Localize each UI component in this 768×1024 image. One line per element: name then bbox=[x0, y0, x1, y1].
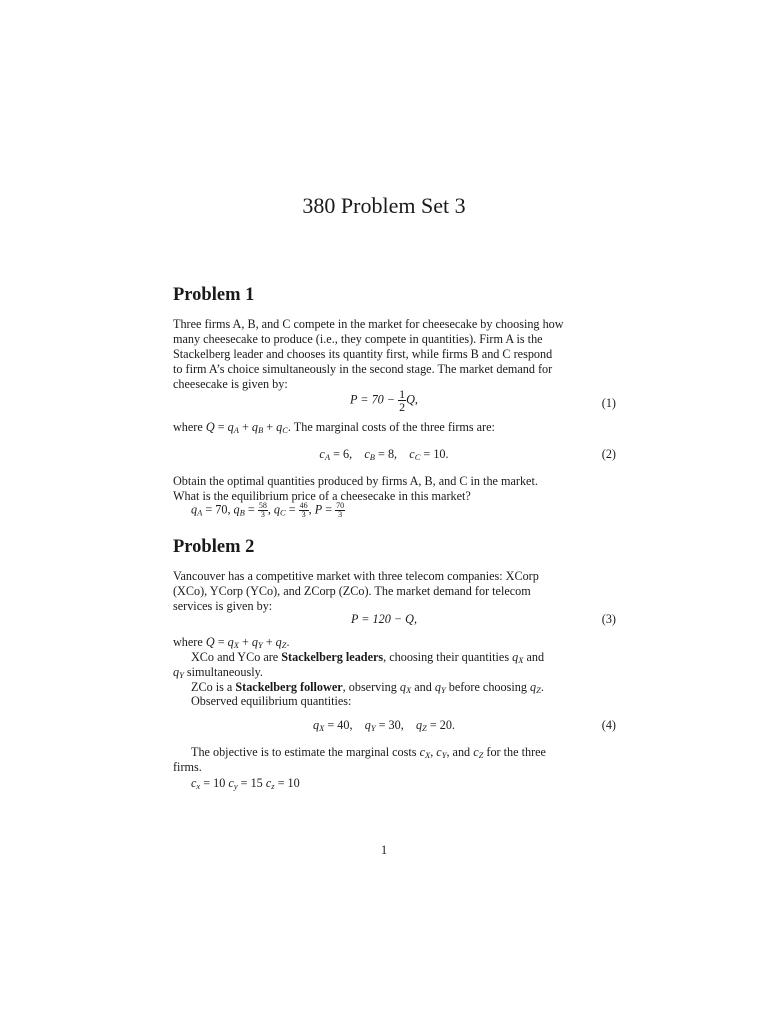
p2-follower-bold: Stackelberg follower bbox=[235, 680, 343, 694]
p2-follower-before: before choosing bbox=[448, 680, 527, 694]
p2-objective-line: The objective is to estimate the marginal costs $c_X$, $c_Y$, and $c_Z$ for the three bbox=[191, 745, 546, 760]
equation-3-number: (3) bbox=[601, 612, 616, 626]
p1-where-line: where $Q = q_A + q_B + q_C$. The marginal costs of the three firms are: bbox=[173, 420, 495, 435]
equation-2: $c_A = 6$, $c_B = 8$, $c_C = 10$. bbox=[319, 447, 449, 462]
p2-observed-line: Observed equilibrium quantities: bbox=[191, 694, 352, 708]
p2-simultaneous-line: $q_Y$ simultaneously. bbox=[173, 665, 263, 680]
p2-where-line: where $Q = q_X + q_Y + q_Z$. bbox=[173, 635, 290, 650]
eq1-frac-num: 1 bbox=[399, 387, 406, 401]
p2-follower-and: and bbox=[414, 680, 432, 694]
equation-3 bbox=[0, 612, 768, 627]
eq1-rhs: Q, bbox=[406, 392, 418, 407]
p2-leaders-and: and bbox=[526, 650, 545, 664]
p1-question-line-2: What is the equilibrium price of a cheesecake in this market? bbox=[173, 489, 471, 503]
p2-leaders-line: XCo and YCo are Stackelberg leaders, choosing their quantities $q_X$ and bbox=[191, 650, 545, 665]
problem-1-heading: Problem 1 bbox=[173, 285, 255, 305]
page-number: 1 bbox=[380, 843, 388, 857]
p1-intro-line-5: cheesecake is given by: bbox=[173, 377, 288, 391]
eq3-text: P = 120 − Q, bbox=[351, 612, 417, 626]
p-num: 70 bbox=[336, 501, 345, 510]
eq2-cb: 8, bbox=[387, 447, 398, 461]
eq2-cc: 10. bbox=[433, 447, 449, 461]
eq2-ca: 6, bbox=[343, 447, 353, 461]
qb-den: 3 bbox=[260, 510, 265, 519]
eq1-frac-den: 2 bbox=[399, 400, 406, 414]
p1-intro-line-1: Three firms A, B, and C compete in the market for cheesecake by choosing how bbox=[173, 317, 564, 331]
p2-follower-line: ZCo is a Stackelberg follower, observing $q_X$ and $q_Y$ before choosing $q_Z$. bbox=[191, 680, 544, 695]
p2-answer: $c_x = 10$ $c_y = 15$ $c_z = 10$ bbox=[191, 776, 300, 791]
p1-question-line-1: Obtain the optimal quantities produced by firms A, B, and C in the market. bbox=[173, 474, 538, 488]
p1-answer-qa: 70 bbox=[215, 502, 228, 517]
p2-objective-pre: The objective is to estimate the marginal costs bbox=[191, 745, 417, 759]
p2-intro-line-2: (XCo), YCorp (YCo), and ZCorp (ZCo). The market demand for telecom bbox=[173, 584, 531, 598]
p-den: 3 bbox=[338, 510, 343, 519]
p2-answer-cx: 10 bbox=[213, 776, 226, 790]
p2-objective-post: for the three bbox=[486, 745, 546, 759]
p2-answer-cz: 10 bbox=[287, 776, 300, 790]
equation-4-number: (4) bbox=[601, 718, 616, 732]
eq4-qz: 20. bbox=[439, 718, 455, 732]
p2-answer-cy: 15 bbox=[250, 776, 263, 790]
p1-answer-p-frac bbox=[335, 502, 345, 519]
qb-num: 58 bbox=[258, 501, 267, 510]
document-title: 380 Problem Set 3 bbox=[302, 193, 466, 218]
p1-intro-line-3: Stackelberg leader and chooses its quantity first, while firms B and C respond bbox=[173, 347, 553, 361]
p1-intro-line-4: to firm A’s choice simultaneously in the second stage. The market demand for bbox=[173, 362, 553, 376]
p1-intro-line-2: many cheesecake to produce (i.e., they compete in quantities). Firm A is the bbox=[173, 332, 543, 346]
qc-num: 46 bbox=[299, 501, 308, 510]
p2-objective-line-2: firms. bbox=[173, 760, 202, 774]
p1-answer: $q_A = 70$, $q_B$ = $\frac{58}{3}$ , $q_C$ = $\frac{46}{3}$ , P = $\frac{70}{3}$ bbox=[191, 501, 345, 519]
eq1-lhs: P = 70 − bbox=[350, 392, 396, 407]
equation-4: $q_X = 40$, $q_Y = 30$, $q_Z = 20$. bbox=[313, 718, 455, 733]
p2-simultaneously: simultaneously. bbox=[186, 665, 263, 679]
p2-follower-post: , observing bbox=[342, 680, 397, 694]
p2-follower-pre: ZCo is a bbox=[191, 680, 233, 694]
p2-leaders-bold: Stackelberg leaders bbox=[281, 650, 384, 664]
p2-intro-line-3: services is given by: bbox=[173, 599, 273, 613]
eq1-fraction bbox=[398, 388, 406, 413]
eq4-qx: 40, bbox=[337, 718, 353, 732]
p2-leaders-pre: XCo and YCo are bbox=[191, 650, 279, 664]
p1-where-text: The marginal costs of the three firms are: bbox=[293, 420, 495, 434]
equation-1-number: (1) bbox=[601, 396, 616, 410]
p1-answer-qb-frac bbox=[258, 502, 268, 519]
p2-intro-line-1: Vancouver has a competitive market with three telecom companies: XCorp bbox=[173, 569, 539, 583]
p1-answer-qc-frac bbox=[299, 502, 309, 519]
qc-den: 3 bbox=[301, 510, 306, 519]
equation-2-number: (2) bbox=[601, 447, 616, 461]
equation-1 bbox=[0, 388, 768, 413]
eq4-qy: 30, bbox=[388, 718, 404, 732]
p2-leaders-post: , choosing their quantities bbox=[383, 650, 510, 664]
problem-2-heading: Problem 2 bbox=[173, 537, 255, 557]
